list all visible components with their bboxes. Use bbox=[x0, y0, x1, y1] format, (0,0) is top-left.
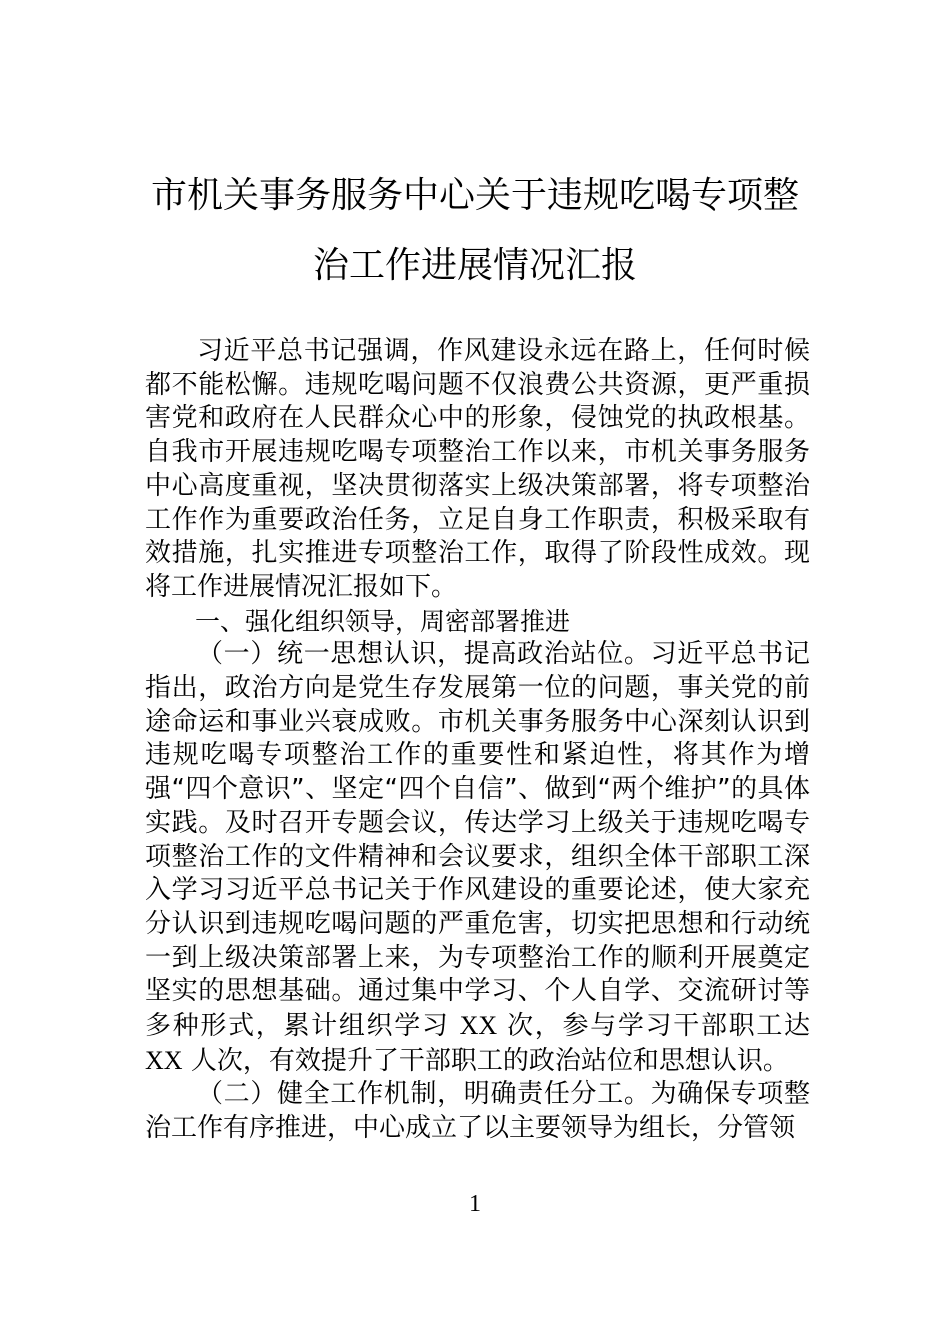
subsection-1-text-c: 人次，有效提升了干部职工的政治站位和思想认识。 bbox=[182, 1045, 789, 1076]
intro-paragraph: 习近平总书记强调，作风建设永远在路上，任何时候都不能松懈。违规吃喝问题不仅浪费公共资源，更严重损害党和政府在人民群众心中的形象，侵蚀党的执政根基。自我市开展违规吃喝专项整治工作以来，市机关事务服务中心高度重视，坚决贯彻落实上级决策部署，将专项整治工作作为重要政治任务，立足自身工作职责，积极采取有效措施，扎实推进专项整治工作，取得了阶段性成效。现将工作进展情况汇报如下。 bbox=[145, 336, 810, 602]
page-number: 1 bbox=[469, 1191, 481, 1217]
placeholder-xx-participant-count: XX bbox=[145, 1045, 183, 1075]
document-title-line-2: 治工作进展情况汇报 bbox=[312, 245, 637, 286]
section-heading-1: 一、强化组织领导，周密部署推进 bbox=[195, 606, 571, 636]
subsection-1-text-b: 次，参与学习干部职工达 bbox=[497, 1011, 811, 1042]
subsection-1-paragraph bbox=[145, 638, 810, 1078]
document-title-line-1: 市机关事务服务中心关于违规吃喝专项整 bbox=[150, 175, 799, 216]
placeholder-xx-study-count: XX bbox=[459, 1011, 498, 1041]
subsection-2-paragraph: （二）健全工作机制，明确责任分工。为确保专项整治工作有序推进，中心成立了以主要领导为组长，分管领 bbox=[145, 1079, 810, 1144]
subsection-1-text-a: （一）统一思想认识，提高政治站位。习近平总书记指出，政治方向是党生存发展第一位的问题，事关党的前途命运和事业兴衰成败。市机关事务服务中心深刻认识到违规吃喝专项整治工作的重要性和紧迫性，将其作为增强“四个意识”、坚定“四个自信”、做到“两个维护”的具体实践。及时召开专题会议，传达学习上级关于违规吃喝专项整治工作的文件精神和会议要求，组织全体干部职工深入学习习近平总书记关于作风建设的重要论述，使大家充分认识到违规吃喝问题的严重危害，切实把思想和行动统一到上级决策部署上来，为专项整治工作的顺利开展奠定坚实的思想基础。通过集中学习、个人自学、交流研讨等多种形式，累计组织学习 bbox=[145, 639, 810, 1042]
document-body bbox=[145, 335, 810, 1146]
